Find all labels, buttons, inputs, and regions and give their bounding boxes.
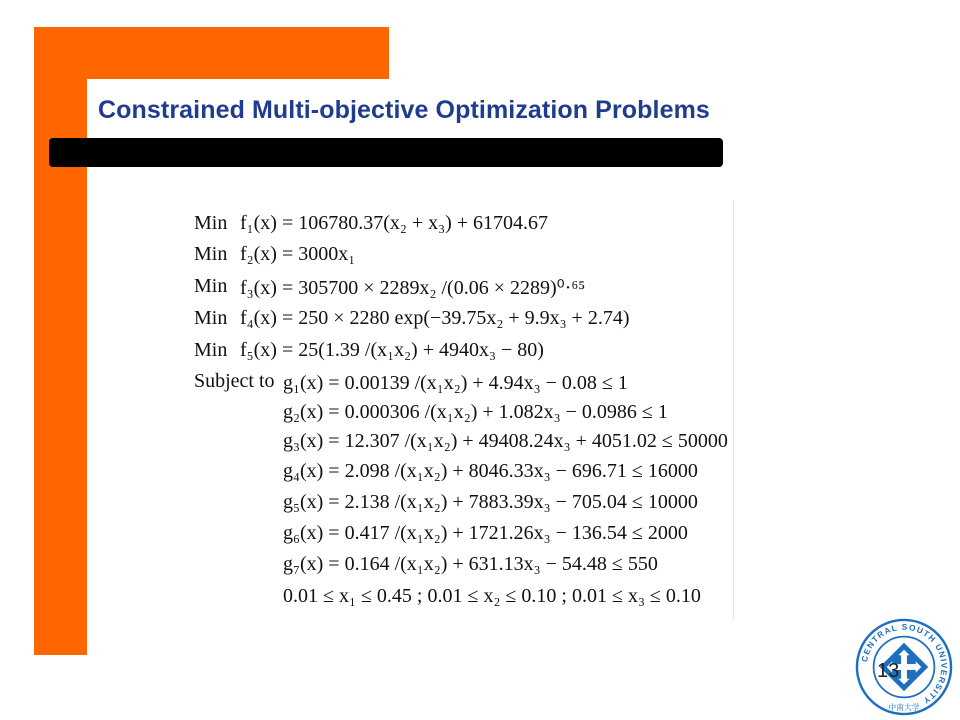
objective-keyword: Min: [194, 307, 228, 329]
objective-expression: f₃(x) = 305700 × 2289x₂ /(0.06 × 2289)⁰·⁶⁵: [240, 277, 586, 299]
objective-keyword: Min: [194, 275, 228, 297]
constraint-g2: g₂(x) = 0.000306 /(x₁x₂) + 1.082x₃ − 0.0986 ≤ 1: [283, 401, 668, 423]
orange-accent-top: [87, 27, 389, 79]
objective-expression: f₅(x) = 25(1.39 /(x₁x₂) + 4940x₃ − 80): [240, 339, 544, 361]
constraint-g1: g₁(x) = 0.00139 /(x₁x₂) + 4.94x₃ − 0.08 ≤ 1: [283, 372, 628, 394]
objective-keyword: Min: [194, 212, 228, 234]
objective-expression: f₂(x) = 3000x₁: [240, 243, 356, 265]
constraint-g6: g₆(x) = 0.417 /(x₁x₂) + 1721.26x₃ − 136.54 ≤ 2000: [283, 522, 688, 544]
university-seal-logo: [855, 618, 953, 716]
variable-bounds: 0.01 ≤ x₁ ≤ 0.45 ; 0.01 ≤ x₂ ≤ 0.10 ; 0.01 ≤ x₃ ≤ 0.10: [283, 585, 701, 607]
seal-ring-text: CENTRAL SOUTH UNIVERSITY: [859, 621, 950, 707]
slide-title: Constrained Multi-objective Optimization Problems: [98, 96, 710, 124]
objective-expression: f₁(x) = 106780.37(x₂ + x₃) + 61704.67: [240, 212, 549, 234]
title-underline-bar: [49, 138, 723, 167]
constraint-g7: g₇(x) = 0.164 /(x₁x₂) + 631.13x₃ − 54.48 ≤ 550: [283, 553, 658, 575]
constraint-g3: g₃(x) = 12.307 /(x₁x₂) + 49408.24x₃ + 4051.02 ≤ 50000: [283, 430, 728, 452]
constraint-g4: g₄(x) = 2.098 /(x₁x₂) + 8046.33x₃ − 696.71 ≤ 16000: [283, 460, 698, 482]
page-number: 13: [877, 660, 900, 682]
objective-keyword: Min: [194, 243, 228, 265]
seal-bottom-text: 中南大学: [888, 703, 920, 713]
objective-keyword: Min: [194, 339, 228, 361]
formula-panel: [188, 200, 734, 620]
objective-expression: f₄(x) = 250 × 2280 exp(−39.75x₂ + 9.9x₃ + 2.74): [240, 307, 630, 329]
constraint-g5: g₅(x) = 2.138 /(x₁x₂) + 7883.39x₃ − 705.04 ≤ 10000: [283, 491, 698, 513]
orange-accent-left: [34, 27, 87, 655]
subject-to-label: Subject to: [194, 370, 275, 392]
